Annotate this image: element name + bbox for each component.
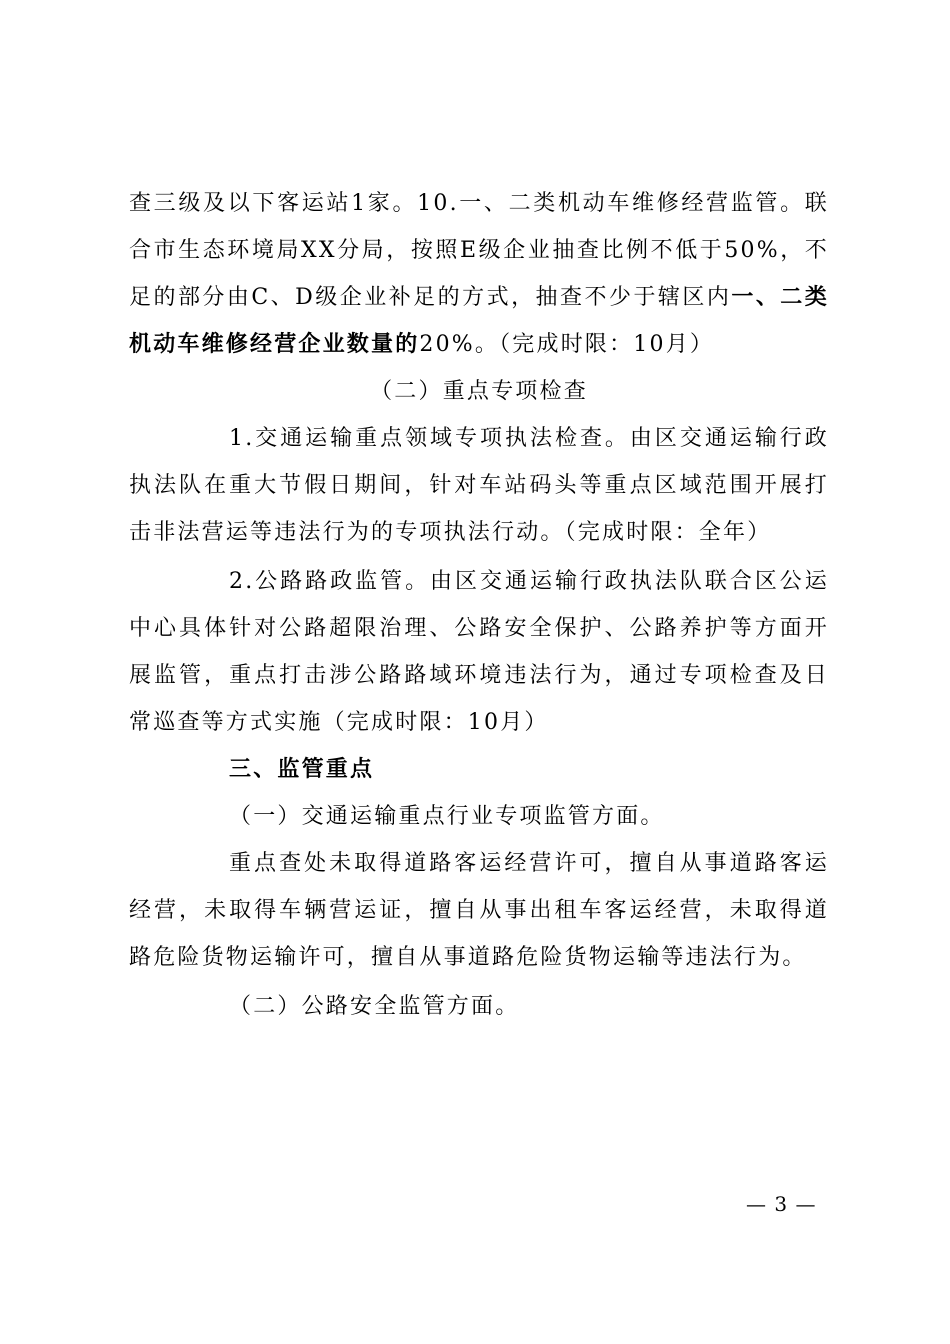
paragraph-text: 查三级及以下客运站1家。10.一、二类机动车维修经营监管。联合市生态环境局XX分局，按照E级企业抽查比例不低于50%，不足的部分由C、D级企业补足的方式，抽查不少于辖区内 bbox=[129, 191, 829, 310]
heading-special-inspection: （二）重点专项检查 bbox=[370, 379, 588, 404]
heading-transport-industry: （一）交通运输重点行业专项监管方面。 bbox=[229, 804, 665, 829]
paragraph-vehicle-repair bbox=[129, 180, 829, 368]
paragraph-key-violations: 重点查处未取得道路客运经营许可，擅自从事道路客运经营，未取得车辆营运证，擅自从事出租车客运经营，未取得道路危险货物运输许可，擅自从事道路危险货物运输等违法行为。 bbox=[129, 851, 829, 970]
paragraph-text-tail: 20%。（完成时限：10月） bbox=[419, 332, 715, 357]
body-text bbox=[129, 180, 829, 1030]
paragraph-road-administration: 2.公路路政监管。由区交通运输行政执法队联合区公运中心具体针对公路超限治理、公路安全保护、公路养护等方面开展监管，重点打击涉公路路域环境违法行为，通过专项检查及日常巡查等方式实施（完成时限：10月） bbox=[129, 569, 829, 735]
page-number: — 3 — bbox=[746, 1192, 817, 1216]
heading-road-safety: （二）公路安全监管方面。 bbox=[229, 994, 520, 1019]
heading-supervision-focus: 三、监管重点 bbox=[229, 757, 375, 782]
paragraph-bold-text: 一、二类机动车维修经营企业数量的 bbox=[129, 284, 829, 357]
paragraph-special-enforcement: 1.交通运输重点领域专项执法检查。由区交通运输行政执法队在重大节假日期间，针对车站码头等重点区域范围开展打击非法营运等违法行为的专项执法行动。（完成时限：全年） bbox=[129, 426, 829, 545]
